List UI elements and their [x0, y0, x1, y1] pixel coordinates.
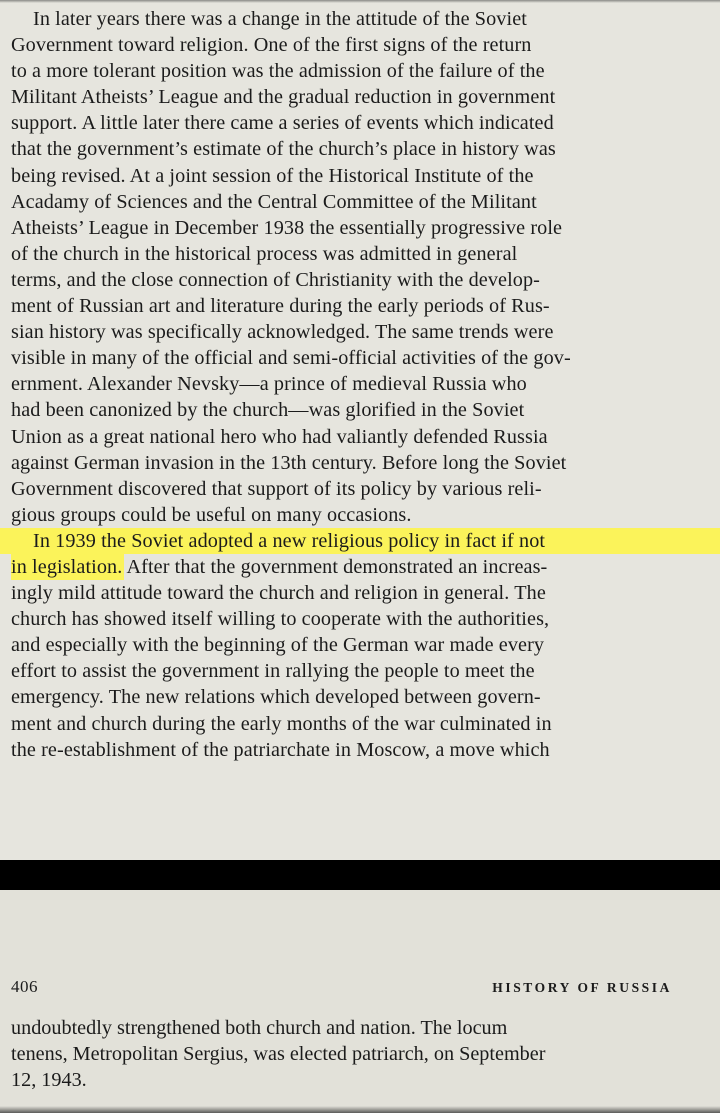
text-line: against German invasion in the 13th century. Before long the Soviet	[11, 451, 567, 474]
highlighted-text-line: In 1939 the Soviet adopted a new religious policy in fact if not	[0, 528, 720, 554]
text-line: ingly mild attitude toward the church and religion in general. The	[11, 582, 546, 605]
text-line: Union as a great national hero who had valiantly defended Russia	[11, 425, 548, 448]
text-line: Militant Atheists’ League and the gradual reduction in government	[11, 86, 556, 109]
text-line: effort to assist the government in rallying the people to meet the	[11, 660, 535, 683]
text-line: to a more tolerant position was the admission of the failure of the	[11, 60, 545, 83]
text-line: visible in many of the official and semi-official activities of the gov-	[11, 347, 571, 370]
text-line: sian history was specifically acknowledged. The same trends were	[11, 321, 554, 344]
text-line: had been canonized by the church—was glorified in the Soviet	[11, 399, 525, 422]
page-bottom-edge	[0, 1106, 720, 1113]
text-line-partial-highlight	[11, 554, 671, 580]
text-line: ernment. Alexander Nevsky—a prince of medieval Russia who	[11, 373, 527, 396]
text-line: Acadamy of Sciences and the Central Committee of the Militant	[11, 190, 537, 213]
text-line: of the church in the historical process was admitted in general	[11, 242, 518, 265]
body-text-page1	[11, 6, 671, 763]
text-line: In later years there was a change in the attitude of the Soviet	[33, 8, 527, 30]
text-line: undoubtedly strengthened both church and nation. The locum	[11, 1017, 508, 1039]
text-line: that the government’s estimate of the church’s place in history was	[11, 138, 556, 161]
text-line: tenens, Metropolitan Sergius, was elected patriarch, on September	[11, 1043, 546, 1066]
text-fragment: After that the government demonstrated an increas-	[122, 555, 548, 578]
page-divider-band	[0, 860, 720, 890]
text-line: being revised. At a joint session of the Historical Institute of the	[11, 164, 534, 187]
text-line: 12, 1943.	[11, 1069, 87, 1092]
text-line: ment of Russian art and literature during the early periods of Rus-	[11, 295, 550, 318]
body-text-page2	[11, 1015, 671, 1093]
text-line: ment and church during the early months of the war culminated in	[11, 712, 552, 735]
text-line: the re-establishment of the patriarchate in Moscow, a move which	[11, 738, 550, 761]
text-line: and especially with the beginning of the German war made every	[11, 634, 545, 657]
page-cut-edge	[0, 0, 720, 3]
page-number: 406	[11, 977, 38, 996]
text-line: Government toward religion. One of the first signs of the return	[11, 34, 532, 57]
text-line: church has showed itself willing to cooperate with the authorities,	[11, 608, 550, 631]
text-line: support. A little later there came a series of events which indicated	[11, 112, 554, 135]
running-head: HISTORY OF RUSSIA	[492, 980, 672, 995]
text-line: emergency. The new relations which developed between govern-	[11, 686, 541, 709]
text-line: terms, and the close connection of Christianity with the develop-	[11, 268, 540, 291]
text-line: Government discovered that support of its policy by various reli-	[11, 477, 542, 500]
text-line: Atheists’ League in December 1938 the essentially progressive role	[11, 216, 563, 239]
highlighted-text: in legislation.	[11, 555, 123, 578]
text-line: gious groups could be useful on many occasions.	[11, 503, 412, 526]
